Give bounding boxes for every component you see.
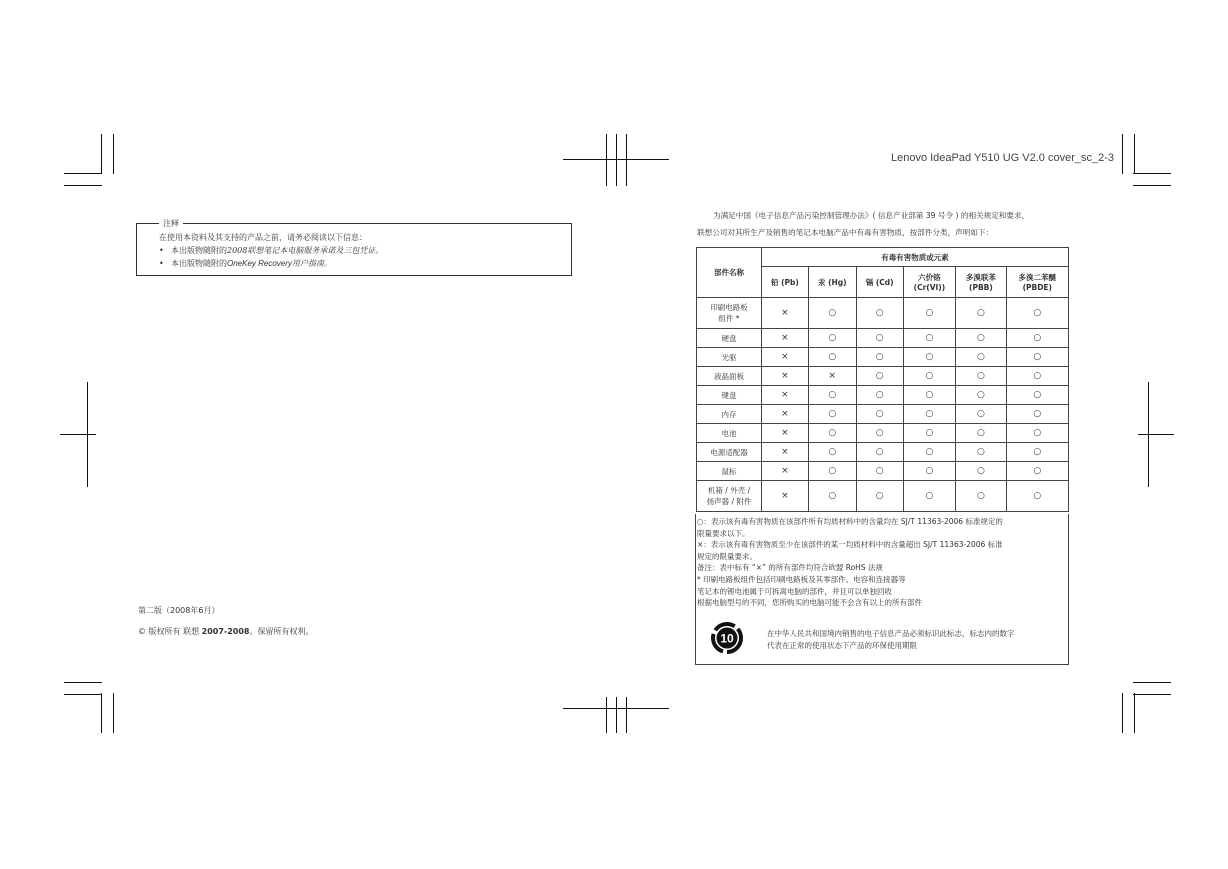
substance-symbol: (Cr(VI)) [913,283,946,292]
part-name: 内存 [721,409,737,419]
within-limit-mark: ○ [956,386,1006,405]
exceeds-limit-mark: × [762,405,809,424]
notice-item-prefix: 本出版物随附的 [171,259,227,268]
table-row [697,298,1069,329]
within-limit-mark: ○ [956,443,1006,462]
crop-mark [113,693,114,733]
part-name: 光驱 [721,352,737,362]
notice-item-title: OneKey Recovery [227,259,292,268]
substance-column-header [856,267,903,298]
substance-symbol: (PBDE) [1022,283,1052,292]
crop-mark [60,434,96,435]
edition-label: 第二版（2008年6月） [138,606,220,615]
part-name-cell [697,424,762,443]
within-limit-mark: ○ [856,462,903,481]
part-name-cell [697,386,762,405]
part-name: 液晶面板 [714,371,744,381]
crop-mark [64,694,102,695]
table-row [697,386,1069,405]
part-name-cell [697,348,762,367]
footnotes [697,516,1069,609]
within-limit-mark: ○ [1006,367,1068,386]
exceeds-limit-mark: × [762,443,809,462]
declaration-intro [697,207,1077,241]
part-name-header: 部件名称 [697,248,762,298]
within-limit-mark: ○ [1006,348,1068,367]
crop-mark [1133,173,1171,174]
part-name-cell [697,329,762,348]
within-limit-mark: ○ [956,462,1006,481]
hazardous-substance-table [696,247,1069,512]
table-row [697,367,1069,386]
crop-mark [616,697,617,733]
table-row [697,405,1069,424]
table-row [697,462,1069,481]
exceeds-limit-mark: × [762,462,809,481]
within-limit-mark: ○ [956,367,1006,386]
within-limit-mark: ○ [903,443,956,462]
substance-name: 六价铬 [918,273,941,282]
part-name: 印刷电路板 [710,303,748,312]
crop-mark [626,697,627,733]
part-name-cell [697,481,762,512]
within-limit-mark: ○ [808,348,856,367]
crop-mark [1134,134,1135,174]
within-limit-mark: ○ [856,405,903,424]
notice-item-title: 2008联想笔记本电脑服务承诺及三包凭证。 [227,246,384,255]
within-limit-mark: ○ [856,481,903,512]
notice-item-suffix: 用户指南。 [291,259,332,268]
substance-name: 铅 (Pb) [770,277,799,287]
footnote-line: 规定的限量要求。 [697,551,757,561]
substance-column-header [903,267,956,298]
within-limit-mark: ○ [856,329,903,348]
substance-name: 多溴联苯 [965,273,996,282]
within-limit-mark: ○ [956,298,1006,329]
intro-line: 为满足中国《电子信息产品污染控制管理办法》( 信息产业部第 39 号令 ) 的相关规定和要求， [713,211,1030,220]
part-name: 电池 [721,428,737,438]
within-limit-mark: ○ [903,367,956,386]
table-row [697,443,1069,462]
efup-logo-row [697,620,1069,664]
within-limit-mark: ○ [956,405,1006,424]
exceeds-limit-mark: × [762,329,809,348]
intro-line: 联想公司对其所生产及销售的笔记本电脑产品中有毒有害物质，按部件分类，声明如下： [697,228,994,237]
footnote-line: ×：表示该有毒有害物质至少在该部件的某一均质材料中的含量超出 SJ/T 11363-2006 标准 [697,540,1003,550]
within-limit-mark: ○ [808,386,856,405]
crop-mark [64,173,102,174]
part-name: 键盘 [721,390,737,400]
exceeds-limit-mark: × [762,298,809,329]
crop-mark [64,682,102,683]
table-row [697,348,1069,367]
within-limit-mark: ○ [1006,329,1068,348]
substance-group-header: 有毒有害物质或元素 [762,248,1069,267]
copyright-line [138,626,314,637]
within-limit-mark: ○ [1006,386,1068,405]
within-limit-mark: ○ [856,443,903,462]
exceeds-limit-mark: × [762,367,809,386]
within-limit-mark: ○ [808,462,856,481]
part-name-cont: 组件 * [718,314,740,323]
within-limit-mark: ○ [808,481,856,512]
table-row [697,424,1069,443]
substance-column-header [956,267,1006,298]
exceeds-limit-mark: × [808,367,856,386]
crop-mark [1133,682,1171,683]
part-name-cont: 扬声器 / 附件 [706,497,752,506]
within-limit-mark: ○ [903,298,956,329]
crop-mark [1133,694,1171,695]
within-limit-mark: ○ [1006,481,1068,512]
crop-mark [1122,693,1123,733]
notice-box [136,219,572,276]
within-limit-mark: ○ [856,424,903,443]
within-limit-mark: ○ [956,481,1006,512]
within-limit-mark: ○ [856,298,903,329]
within-limit-mark: ○ [808,298,856,329]
substance-column-header [808,267,856,298]
within-limit-mark: ○ [903,424,956,443]
exceeds-limit-mark: × [762,481,809,512]
logo-number: 10 [720,631,734,646]
within-limit-mark: ○ [856,386,903,405]
within-limit-mark: ○ [1006,462,1068,481]
environment-protection-period-icon [709,620,745,656]
notice-item-prefix: 本出版物随附的 [171,246,227,255]
part-name: 电源适配器 [710,447,748,457]
logo-description [767,628,1067,652]
footnote-line: * 印刷电路板组件包括印刷电路板及其零部件、电容和连接器等 [697,574,906,584]
substance-name: 汞 (Hg) [817,277,847,287]
crop-mark [101,134,102,174]
part-name-cell [697,443,762,462]
part-name: 机箱 / 外壳 / [707,486,751,495]
document-label: Lenovo IdeaPad Y510 UG V2.0 cover_sc_2-3 [890,152,1114,164]
within-limit-mark: ○ [956,329,1006,348]
substance-name: 多溴二苯醚 [1018,273,1057,282]
part-name-cell [697,367,762,386]
within-limit-mark: ○ [903,329,956,348]
within-limit-mark: ○ [808,329,856,348]
logo-text-line: 在中华人民共和国境内销售的电子信息产品必须标识此标志，标志内的数字 [767,629,1015,638]
crop-mark [113,134,114,174]
within-limit-mark: ○ [856,348,903,367]
footnote-line: 限量要求以下。 [697,528,750,538]
within-limit-mark: ○ [903,462,956,481]
crop-mark [1133,185,1171,186]
crop-mark [1134,693,1135,733]
crop-mark [64,185,102,186]
copyright-suffix: 。保留所有权利。 [249,627,314,636]
notice-intro: 在使用本资料及其支持的产品之前，请务必阅读以下信息： [159,233,367,242]
crop-mark [626,134,627,186]
crop-mark [606,697,607,733]
logo-text-line: 代表在正常的使用状态下产品的环保使用期限 [767,641,917,650]
within-limit-mark: ○ [903,348,956,367]
exceeds-limit-mark: × [762,386,809,405]
part-name-cell [697,298,762,329]
part-name: 鼠标 [721,466,737,476]
within-limit-mark: ○ [903,405,956,424]
within-limit-mark: ○ [808,424,856,443]
within-limit-mark: ○ [808,443,856,462]
crop-mark [606,134,607,186]
exceeds-limit-mark: × [762,424,809,443]
table-row [697,329,1069,348]
within-limit-mark: ○ [856,367,903,386]
notice-item [159,245,383,256]
footnote-line: ○：表示该有毒有害物质在该部件所有均质材料中的含量均在 SJ/T 11363-2006 标准规定的 [697,517,1003,526]
copyright-years: 2007-2008 [201,627,250,636]
within-limit-mark: ○ [1006,298,1068,329]
bullet-icon: • [159,246,164,255]
part-name: 硬盘 [721,333,737,343]
crop-mark [1122,134,1123,174]
substance-name: 镉 (Cd) [865,277,894,287]
footnote-line: 笔记本的锂电池属于可拆离电脑的部件，并且可以单独回收 [697,586,892,596]
substance-column-header [762,267,809,298]
within-limit-mark: ○ [1006,443,1068,462]
substance-symbol: (PBB) [969,283,993,292]
substance-column-header [1006,267,1068,298]
part-name-cell [697,462,762,481]
exceeds-limit-mark: × [762,348,809,367]
crop-mark [616,134,617,186]
within-limit-mark: ○ [956,424,1006,443]
footnote-line: 备注：表中标有 “×” 的所有部件均符合欧盟 RoHS 法规 [697,563,883,573]
notice-title: 注释 [159,218,183,229]
within-limit-mark: ○ [903,481,956,512]
copyright-text: 版权所有 联想 [146,627,202,636]
within-limit-mark: ○ [903,386,956,405]
crop-mark [1138,434,1174,435]
table-body [697,298,1069,512]
within-limit-mark: ○ [808,405,856,424]
within-limit-mark: ○ [1006,405,1068,424]
notice-item [159,258,332,269]
table-row [697,481,1069,512]
footnote-line: 根据电脑型号的不同，您所购买的电脑可能不会含有以上的所有部件 [697,598,922,608]
copyright-icon: © [138,627,146,636]
bullet-icon: • [159,259,164,268]
within-limit-mark: ○ [956,348,1006,367]
within-limit-mark: ○ [1006,424,1068,443]
part-name-cell [697,405,762,424]
crop-mark [101,693,102,733]
